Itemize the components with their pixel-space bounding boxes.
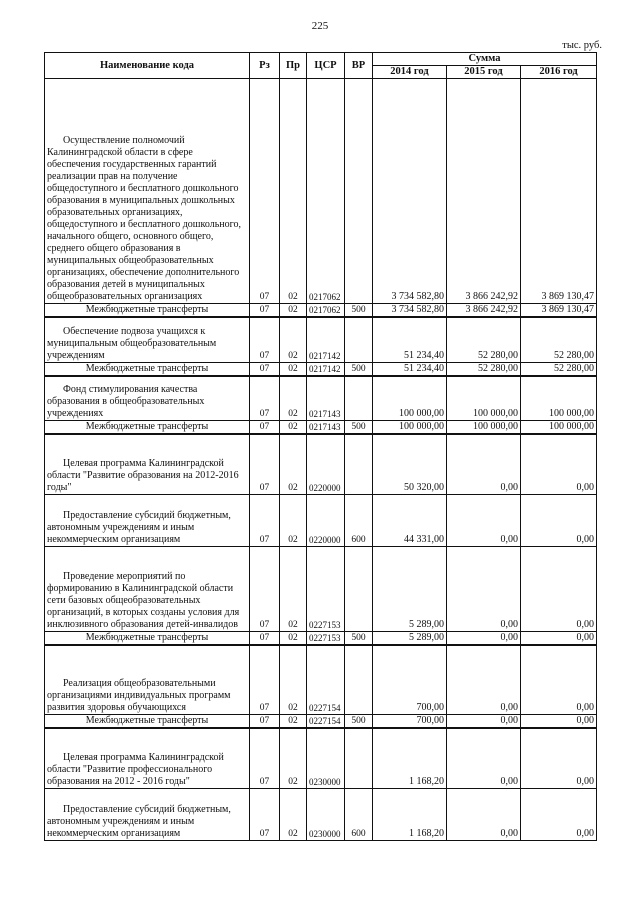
row-pr: 02: [280, 421, 307, 435]
row-csr: 0217142: [307, 362, 345, 376]
row-pr: 02: [280, 715, 307, 729]
row-csr: 0217062: [307, 79, 345, 304]
table-row: [45, 304, 597, 318]
row-sum-2014: 51 234,40: [373, 362, 447, 376]
table-row: [45, 631, 597, 645]
row-name: Проведение мероприятий по формированию в Калининградской области сети базовых общеобразовательных организаций, в которых созданы условия для инклюзивного образования детей-инвалидов: [45, 546, 250, 631]
row-sum-2015: 0,00: [447, 788, 521, 840]
table-row: [45, 788, 597, 840]
table-row: [45, 546, 597, 631]
row-vr: 500: [345, 362, 373, 376]
row-pr: 02: [280, 494, 307, 546]
budget-table: [44, 52, 597, 841]
row-vr: 600: [345, 788, 373, 840]
row-rz: 07: [250, 421, 280, 435]
row-sum-2015: 52 280,00: [447, 317, 521, 362]
row-rz: 07: [250, 317, 280, 362]
row-sum-2015: 0,00: [447, 728, 521, 788]
row-name: Фонд стимулирования качества образования в общеобразовательных учреждениях: [45, 376, 250, 421]
row-rz: 07: [250, 304, 280, 318]
row-name: Обеспечение подвоза учащихся к муниципальным общеобразовательным учреждениям: [45, 317, 250, 362]
row-name: Межбюджетные трансферты: [45, 421, 250, 435]
table-row: [45, 645, 597, 715]
row-csr: 0217143: [307, 376, 345, 421]
row-sum-2016: 3 869 130,47: [521, 304, 597, 318]
row-pr: 02: [280, 546, 307, 631]
row-csr: 0220000: [307, 434, 345, 494]
row-vr: 500: [345, 304, 373, 318]
row-vr: [345, 434, 373, 494]
row-sum-2014: 3 734 582,80: [373, 79, 447, 304]
row-pr: 02: [280, 728, 307, 788]
row-sum-2014: 51 234,40: [373, 317, 447, 362]
header-year-2014: 2014 год: [373, 66, 447, 79]
row-name: Межбюджетные трансферты: [45, 304, 250, 318]
row-csr: 0227154: [307, 715, 345, 729]
row-sum-2015: 0,00: [447, 715, 521, 729]
row-rz: 07: [250, 631, 280, 645]
row-csr: 0230000: [307, 728, 345, 788]
row-vr: 600: [345, 494, 373, 546]
row-sum-2014: 5 289,00: [373, 631, 447, 645]
row-sum-2016: 100 000,00: [521, 421, 597, 435]
row-vr: 500: [345, 631, 373, 645]
row-name: Предоставление субсидий бюджетным, автономным учреждениям и иным некоммерческим организациям: [45, 494, 250, 546]
row-vr: [345, 546, 373, 631]
row-csr: 0217062: [307, 304, 345, 318]
table-row: [45, 421, 597, 435]
row-rz: 07: [250, 788, 280, 840]
row-sum-2014: 100 000,00: [373, 376, 447, 421]
row-csr: 0227153: [307, 631, 345, 645]
row-pr: 02: [280, 645, 307, 715]
row-name: Межбюджетные трансферты: [45, 715, 250, 729]
row-sum-2014: 3 734 582,80: [373, 304, 447, 318]
table-row: [45, 434, 597, 494]
row-rz: 07: [250, 715, 280, 729]
row-pr: 02: [280, 631, 307, 645]
header-year-2015: 2015 год: [447, 66, 521, 79]
row-sum-2016: 52 280,00: [521, 362, 597, 376]
row-pr: 02: [280, 362, 307, 376]
row-sum-2014: 700,00: [373, 645, 447, 715]
page-number: 225: [311, 20, 329, 32]
row-rz: 07: [250, 645, 280, 715]
row-rz: 07: [250, 376, 280, 421]
table-row: [45, 494, 597, 546]
row-rz: 07: [250, 494, 280, 546]
row-name: Целевая программа Калининградской области "Развитие образования на 2012-2016 годы": [45, 434, 250, 494]
row-vr: 500: [345, 715, 373, 729]
table-row: [45, 317, 597, 362]
row-sum-2016: 0,00: [521, 434, 597, 494]
row-pr: 02: [280, 317, 307, 362]
row-sum-2015: 100 000,00: [447, 376, 521, 421]
row-sum-2015: 3 866 242,92: [447, 79, 521, 304]
row-sum-2015: 52 280,00: [447, 362, 521, 376]
row-name: Межбюджетные трансферты: [45, 631, 250, 645]
header-year-2016: 2016 год: [521, 66, 597, 79]
row-sum-2015: 0,00: [447, 645, 521, 715]
row-name: Целевая программа Калининградской области "Развитие профессионального образования на 2012 - 2016 годы": [45, 728, 250, 788]
row-sum-2015: 0,00: [447, 434, 521, 494]
table-row: [45, 728, 597, 788]
row-csr: 0230000: [307, 788, 345, 840]
row-sum-2015: 3 866 242,92: [447, 304, 521, 318]
row-pr: 02: [280, 304, 307, 318]
row-sum-2016: 52 280,00: [521, 317, 597, 362]
header-name: Наименование кода: [45, 53, 250, 79]
header-csr: ЦСР: [307, 53, 345, 79]
table-row: [45, 376, 597, 421]
row-sum-2016: 0,00: [521, 546, 597, 631]
row-sum-2016: 0,00: [521, 494, 597, 546]
row-sum-2016: 100 000,00: [521, 376, 597, 421]
header-vr: ВР: [345, 53, 373, 79]
row-sum-2014: 44 331,00: [373, 494, 447, 546]
row-csr: 0227154: [307, 645, 345, 715]
row-sum-2015: 0,00: [447, 546, 521, 631]
table-row: [45, 362, 597, 376]
row-sum-2015: 100 000,00: [447, 421, 521, 435]
row-sum-2016: 0,00: [521, 715, 597, 729]
row-sum-2015: 0,00: [447, 494, 521, 546]
row-sum-2016: 0,00: [521, 728, 597, 788]
row-vr: [345, 645, 373, 715]
row-vr: [345, 376, 373, 421]
row-sum-2014: 5 289,00: [373, 546, 447, 631]
row-csr: 0217142: [307, 317, 345, 362]
header-sum: Сумма: [373, 53, 597, 66]
row-sum-2016: 0,00: [521, 645, 597, 715]
row-name: Осуществление полномочий Калининградской области в сфере обеспечения государственных гарантий реализации прав на получение общедоступного и бесплатного дошкольного образования в муниципальных дошкольных образовательных организациях, общедоступного и бесплатного дошкольного, начального общего, основного общего, среднего общего образования в муниципальных общеобразовательных организациях, обеспечение дополнительного образования детей в муниципальных общеобразовательных организациях: [45, 79, 250, 304]
row-sum-2014: 1 168,20: [373, 788, 447, 840]
row-sum-2014: 1 168,20: [373, 728, 447, 788]
row-pr: 02: [280, 79, 307, 304]
row-csr: 0217143: [307, 421, 345, 435]
table-row: [45, 79, 597, 304]
row-sum-2014: 700,00: [373, 715, 447, 729]
row-rz: 07: [250, 362, 280, 376]
table-row: [45, 715, 597, 729]
row-csr: 0220000: [307, 494, 345, 546]
row-pr: 02: [280, 434, 307, 494]
row-pr: 02: [280, 788, 307, 840]
row-name: Реализация общеобразовательными организациями индивидуальных программ развития здоровья обучающихся: [45, 645, 250, 715]
row-rz: 07: [250, 79, 280, 304]
header-rz: Рз: [250, 53, 280, 79]
units-label: тыс. руб.: [562, 40, 602, 51]
row-sum-2016: 0,00: [521, 631, 597, 645]
row-rz: 07: [250, 546, 280, 631]
row-csr: 0227153: [307, 546, 345, 631]
row-sum-2016: 3 869 130,47: [521, 79, 597, 304]
row-vr: [345, 79, 373, 304]
row-sum-2016: 0,00: [521, 788, 597, 840]
row-sum-2015: 0,00: [447, 631, 521, 645]
row-rz: 07: [250, 434, 280, 494]
row-pr: 02: [280, 376, 307, 421]
table-body: [45, 79, 597, 841]
row-rz: 07: [250, 728, 280, 788]
row-vr: [345, 728, 373, 788]
row-vr: [345, 317, 373, 362]
row-name: Предоставление субсидий бюджетным, автономным учреждениям и иным некоммерческим организациям: [45, 788, 250, 840]
header-pr: Пр: [280, 53, 307, 79]
row-vr: 500: [345, 421, 373, 435]
row-name: Межбюджетные трансферты: [45, 362, 250, 376]
row-sum-2014: 100 000,00: [373, 421, 447, 435]
row-sum-2014: 50 320,00: [373, 434, 447, 494]
